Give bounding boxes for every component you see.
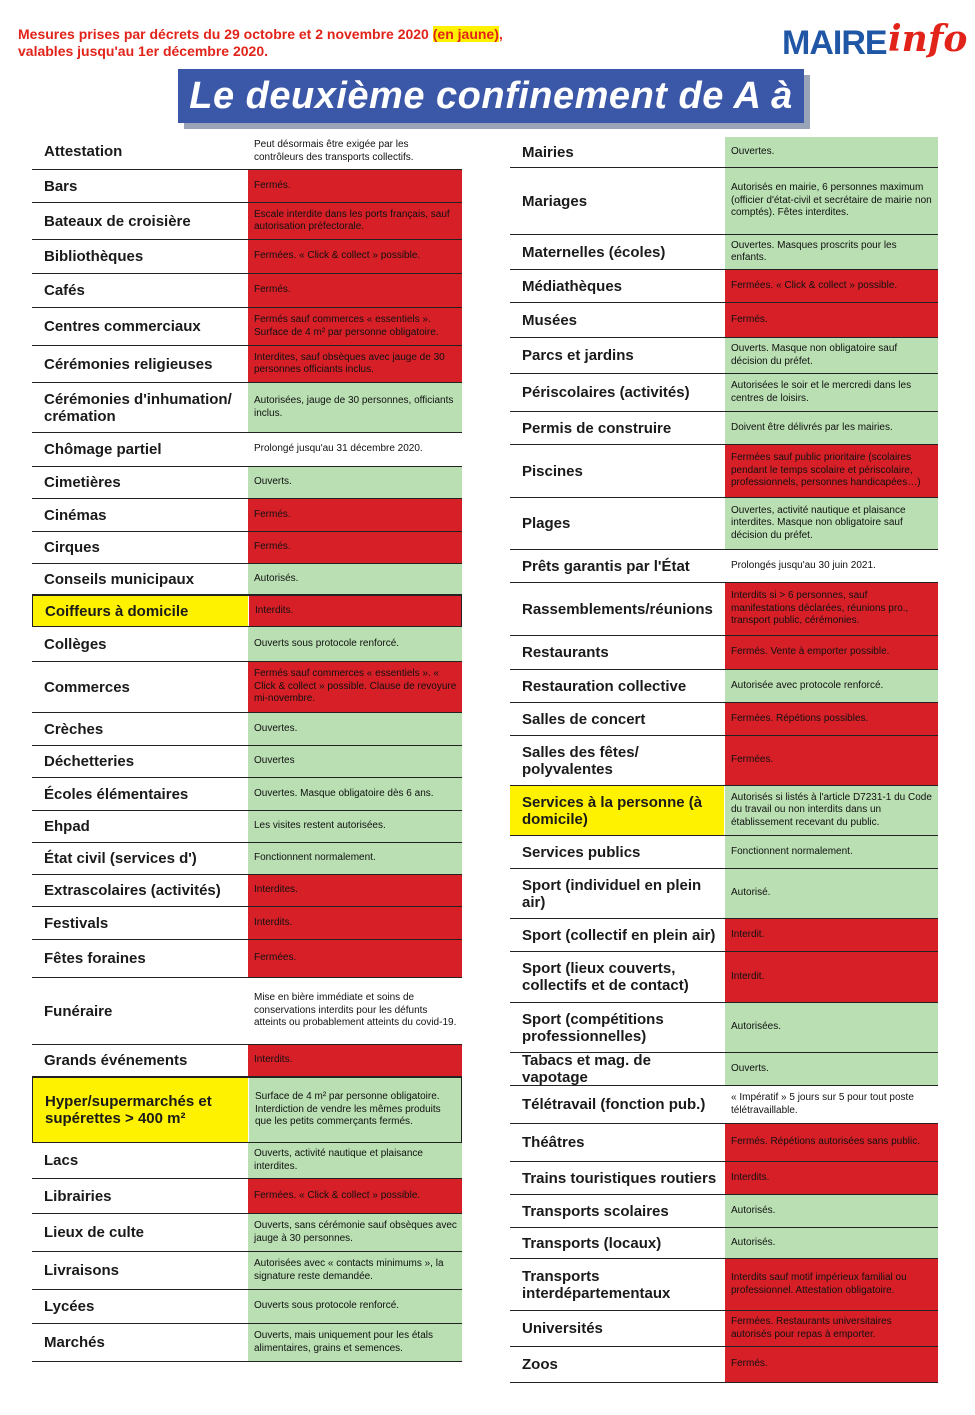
- row-status: Fermées. Restaurants universitaires autorisés pour repas à emporter.: [724, 1311, 938, 1346]
- table-row: [510, 1259, 938, 1311]
- table-row: [32, 595, 462, 627]
- row-label: Bars: [44, 177, 78, 195]
- row-status: Fonctionnent normalement.: [247, 843, 462, 874]
- logo-info: info: [888, 18, 968, 60]
- row-label: Mariages: [522, 192, 588, 210]
- row-label: Zoos: [522, 1356, 558, 1373]
- table-row: [32, 713, 462, 746]
- row-label: Cinémas: [44, 506, 107, 524]
- table-row: [32, 532, 462, 564]
- table-row: [510, 1228, 938, 1259]
- row-label: Sport (compétitions professionnelles): [522, 1010, 664, 1045]
- row-status: Ouverts.: [247, 467, 462, 498]
- table-row: [32, 274, 462, 308]
- table-row: [510, 583, 938, 636]
- row-label: Librairies: [44, 1187, 112, 1205]
- table-row: [32, 1214, 462, 1252]
- table-row: [510, 1347, 938, 1383]
- row-status: Interdits.: [247, 907, 462, 939]
- row-status: Ouvertes. Masques proscrits pour les enfants.: [724, 235, 938, 269]
- row-label: Théâtres: [522, 1134, 585, 1151]
- row-label: Crèches: [44, 720, 104, 738]
- row-label: Mairies: [522, 143, 574, 161]
- row-status: Autorisées, jauge de 30 personnes, officiants inclus.: [247, 383, 462, 432]
- row-status: Peut désormais être exigée par les contrôleurs des transports collectifs.: [247, 134, 462, 169]
- table-row: [32, 627, 462, 662]
- row-status: Fermées.: [724, 736, 938, 785]
- row-status: Interdits.: [724, 1162, 938, 1194]
- row-status: Autorisés si listés à l'article D7231-1 du Code du travail ou non interdits dans un établissement recevant du public.: [724, 786, 938, 835]
- row-label: Rassemblements/réunions: [522, 600, 713, 618]
- row-status: « Impératif » 5 jours sur 5 pour tout poste télétravaillable.: [724, 1086, 938, 1123]
- row-label: Transports (locaux): [522, 1234, 662, 1252]
- row-status: Fermées.: [247, 940, 462, 977]
- decree-note-line1: [18, 26, 558, 43]
- table-row: [510, 498, 938, 550]
- row-label: Ehpad: [44, 818, 90, 835]
- row-status: Interdits sauf motif impérieux familial ou professionnel. Attestation obligatoire.: [724, 1259, 938, 1310]
- row-label: Cafés: [44, 282, 85, 299]
- row-label: Salles des fêtes/ polyvalentes: [522, 743, 639, 778]
- row-label: Coiffeurs à domicile: [33, 596, 248, 626]
- row-label: Salles de concert: [522, 710, 646, 728]
- table-row: [32, 1290, 462, 1324]
- row-label: Transports scolaires: [522, 1202, 669, 1220]
- table-row: [32, 778, 462, 811]
- table-row: [32, 1252, 462, 1290]
- row-status: Fermées. « Click & collect » possible.: [247, 1179, 462, 1213]
- row-status: Fermés. Répétions autorisées sans public.: [724, 1124, 938, 1161]
- row-label: Conseils municipaux: [44, 570, 195, 588]
- table-row: [32, 662, 462, 713]
- row-status: Interdit.: [724, 952, 938, 1002]
- table-row: [32, 308, 462, 346]
- decree-note-comma: ,: [498, 26, 503, 42]
- row-status: Fermés.: [247, 499, 462, 531]
- table-row: [510, 338, 938, 374]
- table-row: [32, 1179, 462, 1214]
- row-label: Cérémonies d'inhumation/ crémation: [44, 390, 232, 425]
- row-status: Fermés.: [724, 303, 938, 337]
- row-status: Interdits.: [247, 1045, 462, 1076]
- table-row: [510, 869, 938, 919]
- table-row: [32, 907, 462, 940]
- row-label: Collèges: [44, 635, 107, 653]
- table-row: [510, 412, 938, 445]
- row-label: Attestation: [44, 143, 123, 160]
- yellow-legend: (en jaune): [432, 26, 499, 42]
- row-label: Transports interdépartementaux: [522, 1267, 671, 1302]
- row-status: Fermés.: [247, 274, 462, 307]
- row-status: Ouverts. Masque non obligatoire sauf décision du préfet.: [724, 338, 938, 373]
- row-status: Mise en bière immédiate et soins de conservations interdits pour les défunts atteints ou probablement atteints du covid-19.: [247, 978, 462, 1044]
- table-row: [32, 203, 462, 240]
- row-status: Fermées. « Click & collect » possible.: [724, 270, 938, 302]
- row-label: Marchés: [44, 1334, 105, 1351]
- row-label: Plages: [522, 515, 571, 532]
- row-label: Extrascolaires (activités): [44, 882, 221, 899]
- maireinfo-logo: [782, 20, 967, 72]
- table-row: [510, 137, 938, 168]
- row-status: Ouverts, sans cérémonie sauf obsèques avec jauge à 30 personnes.: [247, 1214, 462, 1251]
- table-row: [32, 940, 462, 978]
- row-status: Fermés.: [724, 1347, 938, 1382]
- row-status: Autorisées avec « contacts minimums », la signature reste demandée.: [247, 1252, 462, 1289]
- row-label: Permis de construire: [522, 419, 672, 437]
- table-row: [32, 1045, 462, 1077]
- table-row: [32, 433, 462, 467]
- row-label: Piscines: [522, 462, 583, 480]
- row-label: Lycées: [44, 1298, 95, 1315]
- row-label: Cérémonies religieuses: [44, 355, 213, 373]
- row-label: Funéraire: [44, 1002, 113, 1020]
- row-status: Doivent être délivrés par les mairies.: [724, 412, 938, 444]
- table-row: [32, 240, 462, 274]
- row-label: Restaurants: [522, 644, 609, 661]
- table-row: [510, 168, 938, 235]
- row-label: Hyper/supermarchés et supérettes > 400 m²: [33, 1078, 248, 1142]
- table-row: [32, 811, 462, 843]
- decree-note-line2: valables jusqu'au 1er décembre 2020.: [18, 43, 269, 59]
- row-label: Trains touristiques routiers: [522, 1169, 717, 1187]
- table-row: [510, 1086, 938, 1124]
- table-row: [32, 499, 462, 532]
- row-label: Festivals: [44, 914, 109, 932]
- row-status: Autorisé.: [724, 869, 938, 918]
- table-row: [510, 919, 938, 952]
- row-status: Ouverts sous protocole renforcé.: [247, 627, 462, 661]
- table-row: [32, 170, 462, 203]
- table-row: [32, 978, 462, 1045]
- table-row: [510, 1195, 938, 1228]
- table-row: [32, 1077, 462, 1143]
- table-row: [510, 374, 938, 412]
- row-label: Fêtes foraines: [44, 950, 146, 967]
- page-title: Le deuxième confinement de A à Z: [189, 75, 793, 171]
- row-status: Ouvertes.: [724, 137, 938, 167]
- decree-note: [18, 26, 558, 60]
- row-status: Fonctionnent normalement.: [724, 836, 938, 868]
- row-status: Interdites, sauf obsèques avec jauge de 30 personnes officiants inclus.: [247, 346, 462, 382]
- row-status: Interdits si > 6 personnes, sauf manifestations déclarées, réunions pro., transport public, cérémonies.: [724, 583, 938, 635]
- row-label: Télétravail (fonction pub.): [522, 1096, 706, 1113]
- row-label: Livraisons: [44, 1262, 120, 1279]
- row-status: Fermées sauf public prioritaire (scolaires pendant le temps scolaire et périscolaire, professionnels, personnes handicapées…): [724, 445, 938, 497]
- table-row: [510, 303, 938, 338]
- table-row: [32, 746, 462, 778]
- table-row: [510, 270, 938, 303]
- row-status: Interdites.: [247, 875, 462, 906]
- row-label: Cimetières: [44, 474, 121, 491]
- row-label: Bibliothèques: [44, 248, 144, 265]
- row-status: Ouvertes, activité nautique et plaisance interdites. Masque non obligatoire sauf décision du préfet.: [724, 498, 938, 549]
- row-status: Fermés.: [247, 532, 462, 563]
- row-status: Autorisés.: [724, 1195, 938, 1227]
- row-status: Les visites restent autorisées.: [247, 811, 462, 842]
- table-row: [510, 1124, 938, 1162]
- row-status: Autorisés.: [724, 1228, 938, 1258]
- row-label: Services publics: [522, 843, 641, 861]
- row-label: Grands événements: [44, 1052, 188, 1069]
- row-status: Ouverts sous protocole renforcé.: [247, 1290, 462, 1323]
- table-row: [510, 703, 938, 736]
- row-status: Interdit.: [724, 919, 938, 951]
- row-label: Universités: [522, 1320, 603, 1337]
- row-label: Parcs et jardins: [522, 347, 634, 364]
- row-label: Chômage partiel: [44, 441, 162, 458]
- row-status: Fermées. « Click & collect » possible.: [247, 240, 462, 273]
- row-label: Médiathèques: [522, 277, 623, 295]
- row-label: Bateaux de croisière: [44, 212, 191, 230]
- right-column-table: [510, 137, 938, 1383]
- row-status: Ouverts.: [724, 1053, 938, 1085]
- table-row: [510, 1003, 938, 1053]
- table-row: [32, 383, 462, 433]
- row-status: Fermés.: [247, 170, 462, 202]
- row-status: Fermées. Répétions possibles.: [724, 703, 938, 735]
- row-label: Services à la personne (à domicile): [510, 786, 724, 835]
- row-label: Maternelles (écoles): [522, 243, 666, 261]
- left-column-table: [32, 134, 462, 1362]
- row-status: Escale interdite dans les ports français, sauf autorisation préfectorale.: [247, 203, 462, 239]
- logo-maire: MAIRE: [782, 24, 887, 62]
- row-label: Tabacs et mag. de vapotage: [522, 1052, 651, 1086]
- row-label: Musées: [522, 311, 578, 329]
- row-label: Centres commerciaux: [44, 318, 201, 335]
- table-row: [32, 1324, 462, 1362]
- row-label: Sport (lieux couverts, collectifs et de contact): [522, 960, 689, 994]
- row-label: Restauration collective: [522, 677, 687, 695]
- table-row: [510, 1162, 938, 1195]
- row-status: Autorisés.: [247, 564, 462, 594]
- table-row: [510, 1311, 938, 1347]
- row-status: Fermés sauf commerces « essentiels ». « Click & collect » possible. Clause de revoyure mi-novembre.: [247, 662, 462, 712]
- row-status: Autorisés en mairie, 6 personnes maximum (officier d'état-civil et secrétaire de mairie non comptés). Fêtes interdites.: [724, 168, 938, 234]
- table-row: [510, 235, 938, 270]
- row-status: Autorisées.: [724, 1003, 938, 1052]
- row-status: Prolongé jusqu'au 31 décembre 2020.: [247, 433, 462, 466]
- row-label: Sport (individuel en plein air): [522, 876, 702, 911]
- table-row: [32, 346, 462, 383]
- table-row: [510, 550, 938, 583]
- row-label: Cirques: [44, 539, 100, 556]
- table-row: [32, 875, 462, 907]
- table-row: [510, 636, 938, 670]
- table-row: [32, 843, 462, 875]
- table-row: [32, 467, 462, 499]
- row-status: Fermés. Vente à emporter possible.: [724, 636, 938, 669]
- row-label: Lacs: [44, 1152, 79, 1169]
- row-label: Déchetteries: [44, 753, 135, 770]
- row-label: Lieux de culte: [44, 1224, 145, 1241]
- row-status: Surface de 4 m² par personne obligatoire. Interdiction de vendre les mêmes produits que les petits commerçants fermés.: [248, 1078, 461, 1142]
- row-label: Prêts garantis par l'État: [522, 557, 690, 575]
- row-status: Autorisée avec protocole renforcé.: [724, 670, 938, 702]
- table-row: [510, 445, 938, 498]
- row-label: État civil (services d'): [44, 850, 197, 867]
- decree-note-text: Mesures prises par décrets du 29 octobre et 2 novembre 2020: [18, 26, 433, 42]
- table-row: [32, 564, 462, 595]
- row-status: Autorisées le soir et le mercredi dans les centres de loisirs.: [724, 374, 938, 411]
- row-status: Ouvertes.: [247, 713, 462, 745]
- row-status: Ouverts, activité nautique et plaisance interdites.: [247, 1143, 462, 1178]
- table-row: [32, 134, 462, 170]
- table-row: [510, 1053, 938, 1086]
- row-status: Ouvertes: [247, 746, 462, 777]
- row-label: Sport (collectif en plein air): [522, 926, 716, 944]
- row-label: Écoles élémentaires: [44, 785, 189, 803]
- row-label: Commerces: [44, 678, 130, 696]
- table-row: [510, 952, 938, 1003]
- row-label: Périscolaires (activités): [522, 384, 690, 401]
- row-status: Fermés sauf commerces « essentiels ». Surface de 4 m² par personne obligatoire.: [247, 308, 462, 345]
- row-status: Interdits.: [248, 596, 461, 626]
- table-row: [510, 736, 938, 786]
- table-row: [32, 1143, 462, 1179]
- table-row: [510, 836, 938, 869]
- row-status: Prolongés jusqu'au 30 juin 2021.: [724, 550, 938, 582]
- row-status: Ouverts, mais uniquement pour les étals alimentaires, grains et semences.: [247, 1324, 462, 1361]
- table-row: [510, 670, 938, 703]
- table-row: [510, 786, 938, 836]
- row-status: Ouvertes. Masque obligatoire dès 6 ans.: [247, 778, 462, 810]
